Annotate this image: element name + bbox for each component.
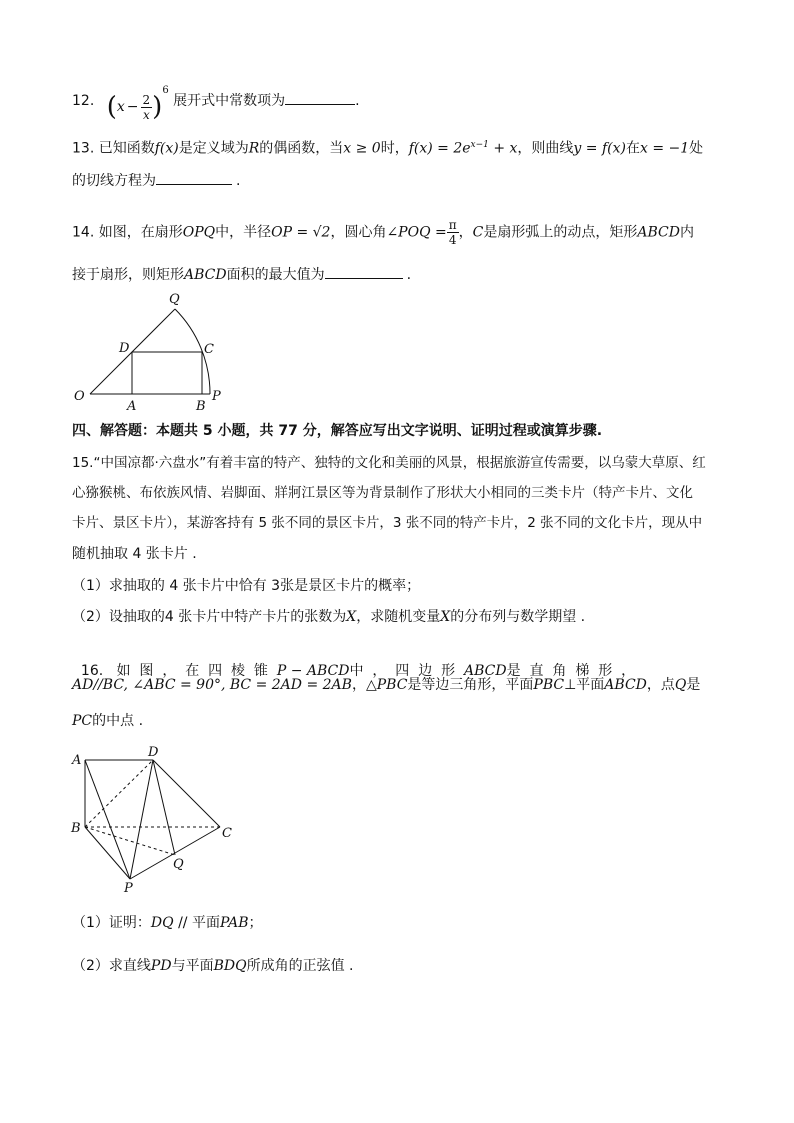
label-A: A (72, 753, 82, 768)
question-13-line-1: 13. 已知函数f(x)是定义域为R的偶函数，当x ≥ 0时，$f(x) = 2e^{x-1} + x$，则曲线y = f(x)在x = −1处 (72, 140, 704, 157)
question-text: 展开式中常数项为 (173, 92, 286, 109)
question-13-line-2: 的切线方程为 . (72, 170, 240, 192)
edge-BD-hidden (85, 760, 153, 827)
question-16-line-1: 16. 如 图 ， 在 四 棱 锥 P − ABCD中 ， 四 边 形 ABCD是 直 角 梯 形 ， (80, 663, 636, 679)
label-D: D (119, 341, 130, 356)
angle-fraction: $\frac{\pi}{4}$ (448, 218, 457, 247)
question-16-line-3: PC的中点 . (72, 713, 144, 729)
question-16-part-1: （1）证明：DQ // 平面PAB； (72, 915, 263, 931)
answer-blank[interactable] (156, 170, 232, 185)
label-O: O (74, 389, 85, 404)
edge-DP (130, 760, 153, 879)
expansion-expression: (x − $\frac{2}{x}$ )$^6$ (106, 85, 169, 122)
edge-AP (85, 760, 130, 879)
question-14-line-1: 14. 如图，在扇形OPQ中，半径OP = √2，圆心角∠POQ = $\frac{\pi}{4}$ ，C是扇形弧上的动点，矩形ABCD内 (72, 218, 694, 247)
label-P: P (124, 881, 133, 896)
function-symbol: f(x) (154, 140, 179, 157)
question-15-line-1: 15.“中国凉都·六盘水”有着丰富的特产、独特的文化和美丽的风景，根据旅游宣传需要，以乌蒙大草原、红 (72, 455, 706, 471)
edge-BP (85, 827, 130, 879)
section-heading: 四、解答题：本题共 5 小题，共 77 分，解答应写出文字说明、证明过程或演算步骤. (72, 423, 603, 439)
label-Q: Q (169, 292, 180, 307)
edge-DQ (153, 760, 175, 855)
answer-blank[interactable] (325, 264, 403, 279)
question-15-part-2: （2）设抽取的4 张卡片中特产卡片的张数为X，求随机变量X的分布列与数学期望 . (72, 609, 586, 625)
question-15-line-4: 随机抽取 4 张卡片 . (72, 546, 197, 562)
question-14-line-2: 接于扇形，则矩形ABCD面积的最大值为 . (72, 264, 411, 286)
label-P: P (212, 389, 221, 404)
question-15-line-3: 卡片、景区卡片），某游客持有 5 张不同的景区卡片，3 张不同的特产卡片，2 张不同的文化卡片，现从中 (72, 515, 703, 531)
pyramid-figure (70, 742, 240, 897)
question-15-line-2: 心猕猴桃、布依族风情、岩脚面、牂牁江景区等为背景制作了形状大小相同的三类卡片（特产卡片、文化 (72, 485, 693, 501)
label-A: A (127, 399, 137, 414)
label-Q: Q (173, 857, 184, 872)
label-C: C (204, 342, 214, 357)
rectangle-ABCD (132, 352, 202, 394)
question-12: 12. (x − $\frac{2}{x}$ )$^6$ 展开式中常数项为 . (72, 80, 360, 122)
label-C: C (222, 826, 232, 841)
answer-blank[interactable] (285, 90, 355, 105)
sector-figure (70, 290, 230, 415)
question-16-part-2: （2）求直线PD与平面BDQ所成角的正弦值 . (72, 958, 354, 974)
edge-DC (153, 760, 220, 827)
question-15-part-1: （1）求抽取的 4 张卡片中恰有 3张是景区卡片的概率； (72, 578, 421, 594)
question-number: 12. (72, 92, 95, 109)
label-B: B (196, 399, 206, 414)
function-formula: f(x) = 2e (408, 140, 471, 157)
label-D: D (148, 745, 159, 760)
label-B: B (71, 821, 81, 836)
question-16-line-2: AD//BC, ∠ABC = 90°, BC = 2AD = 2AB，△PBC是等边三角形，平面PBC⊥平面ABCD，点Q是 (72, 677, 701, 693)
edge-BQ-hidden (85, 827, 175, 855)
